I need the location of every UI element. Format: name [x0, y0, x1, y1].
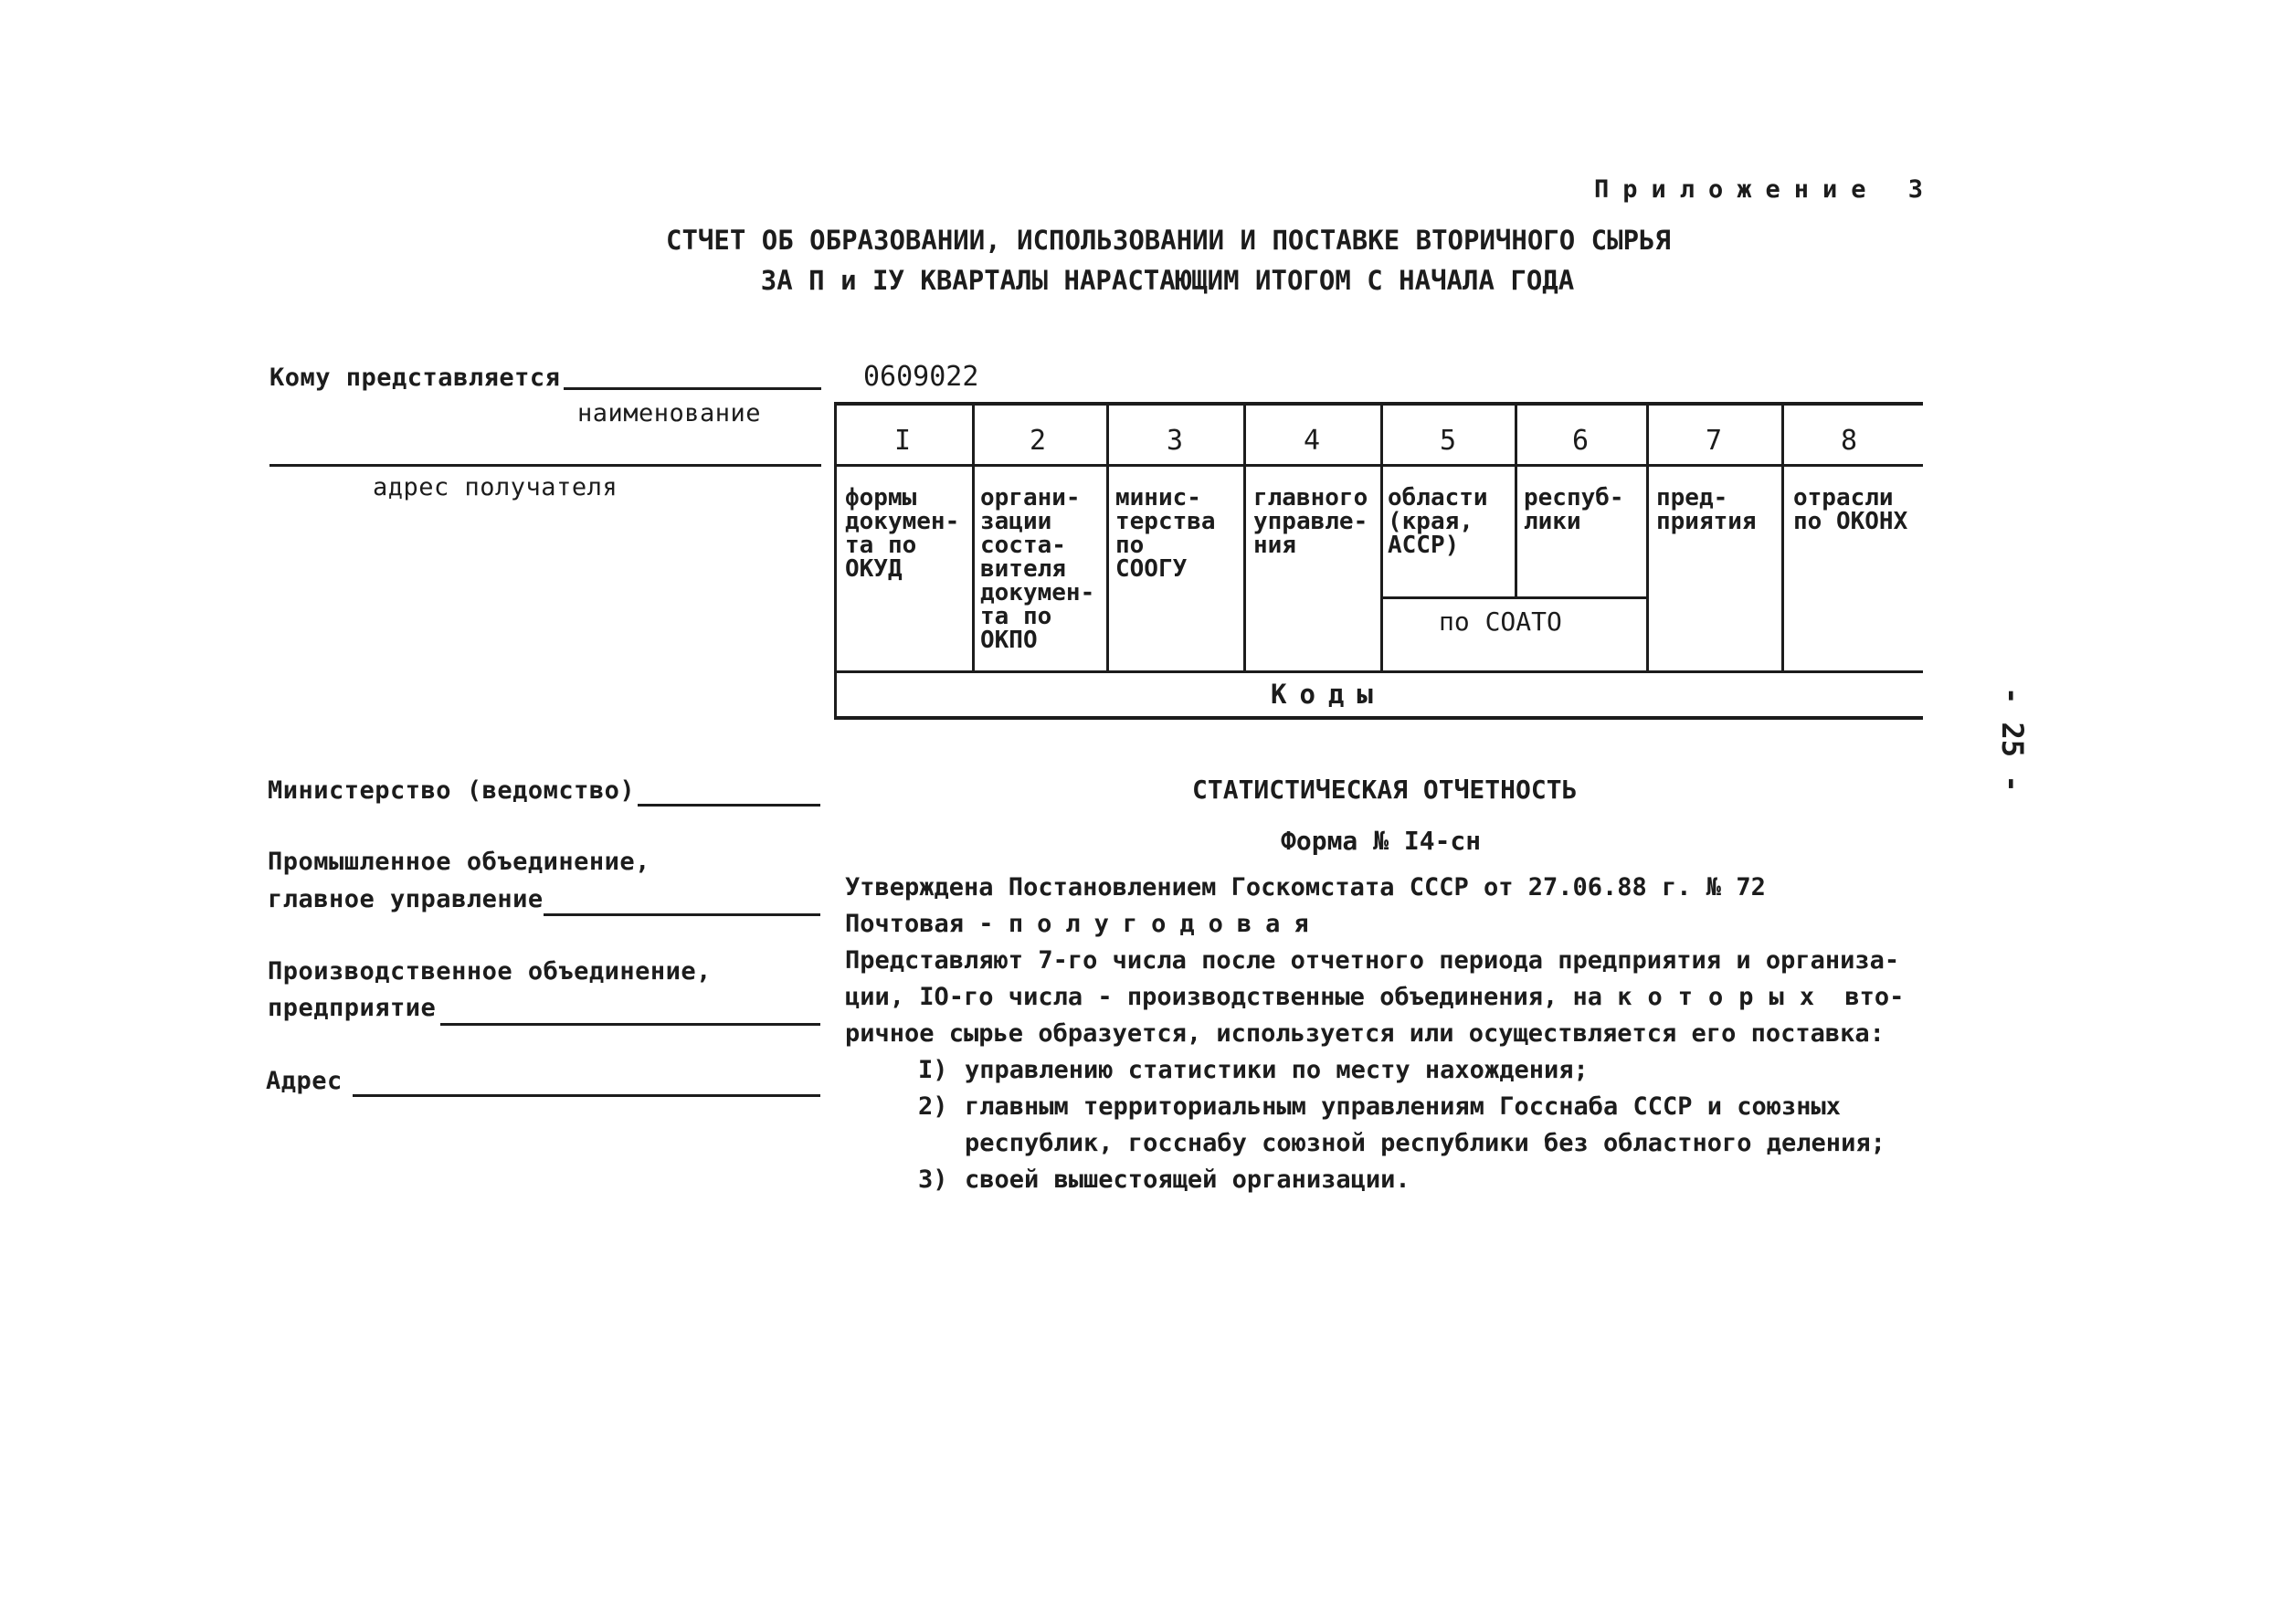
list-item-text: республик, госснабу союзной республики без областного деления;: [965, 1129, 1885, 1157]
codes-table: [834, 402, 1923, 720]
paragraph-line-3: ричное сырье образуется, используется или осуществляется его поставка:: [845, 1019, 1885, 1048]
page-number: - 25 -: [1995, 687, 2030, 793]
codes-footer: Коды: [1271, 679, 1386, 710]
approved-line: Утверждена Постановлением Госкомстата СССР от 27.06.88 г. № 72: [845, 873, 1766, 902]
table-header-divider: [834, 464, 1923, 467]
main-directorate-label: главное управление: [268, 885, 544, 913]
recipient-name-line[interactable]: [564, 387, 821, 390]
column-number: 8: [1840, 425, 1858, 457]
production-association-label: Производственное объединение,: [268, 957, 712, 986]
column-number: 4: [1303, 425, 1321, 457]
column-description: главного управле- ния: [1253, 484, 1368, 559]
table-top-border: [834, 402, 1923, 406]
column-description: отрасли по ОКОНХ: [1793, 484, 1908, 535]
document-title-line1: СТЧЕТ ОБ ОБРАЗОВАНИИ, ИСПОЛЬЗОВАНИИ И ПОСТАВКЕ ВТОРИЧНОГО СЫРЬЯ: [666, 225, 1671, 256]
postal-label: Почтовая -: [845, 910, 1009, 938]
recipient-name-caption: наименование: [577, 399, 762, 427]
recipient-label: Кому представляется: [269, 364, 561, 392]
enterprise-line[interactable]: [440, 1023, 820, 1026]
main-directorate-line[interactable]: [544, 913, 820, 916]
industrial-association-label: Промышленное объединение,: [268, 848, 650, 876]
table-soato-divider: [1380, 596, 1646, 599]
list-item-text: своей вышестоящей организации.: [965, 1165, 1410, 1194]
statistical-reporting-heading: СТАТИСТИЧЕСКАЯ ОТЧЕТНОСТЬ: [1192, 775, 1578, 805]
list-item-number: 2): [918, 1092, 948, 1121]
paragraph-line-2a: ции, IО-го числа - производственные объединения, на: [845, 983, 1618, 1011]
ministry-line[interactable]: [638, 804, 820, 807]
appendix-label: Приложение 3: [1594, 175, 1938, 204]
recipient-address-caption: адрес получателя: [373, 473, 618, 501]
form-code: 0609022: [863, 361, 979, 393]
address-line[interactable]: [353, 1094, 820, 1097]
column-number: 3: [1166, 425, 1184, 457]
column-description: органи- зации соста- вителя докумен- та по ОКПО: [980, 484, 1095, 654]
column-number: 2: [1029, 425, 1047, 457]
postal-value: полугодовая: [1008, 910, 1323, 938]
paragraph-line-2b: которых: [1617, 983, 1831, 1011]
paragraph-line-2c: вто-: [1830, 983, 1905, 1011]
list-item-text: управлению статистики по месту нахождения;: [965, 1056, 1589, 1084]
recipient-address-line[interactable]: [269, 464, 821, 467]
column-number: 7: [1705, 425, 1723, 457]
document-title-line2: ЗА П и IУ КВАРТАЛЫ НАРАСТАЮЩИМ ИТОГОМ С НАЧАЛА ГОДА: [760, 265, 1575, 296]
column-description: области (края, АССР): [1388, 484, 1488, 559]
column-description: пред- приятия: [1656, 484, 1757, 535]
address-label: Адрес: [266, 1067, 343, 1095]
column-description: формы докумен- та по ОКУД: [845, 484, 960, 583]
list-item-text: главным территориальным управлениям Госснаба СССР и союзных: [965, 1092, 1842, 1121]
paragraph-line-1: Представляют 7-го числа после отчетного периода предприятия и организа-: [845, 946, 1900, 975]
table-codes-divider: [834, 670, 1923, 673]
column-number: 6: [1571, 425, 1590, 457]
enterprise-label: предприятие: [268, 994, 437, 1022]
column-description: минис- терства по СООГУ: [1115, 484, 1216, 583]
postal-line: [845, 906, 1323, 943]
column-number: 5: [1439, 425, 1457, 457]
column-number: I: [893, 425, 912, 457]
ministry-label: Министерство (ведомство): [268, 776, 636, 805]
list-item-number: 3): [918, 1165, 948, 1194]
column-description: респуб- лики: [1524, 484, 1624, 535]
paragraph-line-2: [845, 979, 1904, 1016]
form-number: Форма № I4-сн: [1281, 826, 1482, 856]
list-item-number: I): [918, 1056, 948, 1084]
table-bottom-border: [834, 716, 1923, 720]
soato-caption: по СОАТО: [1439, 606, 1562, 637]
